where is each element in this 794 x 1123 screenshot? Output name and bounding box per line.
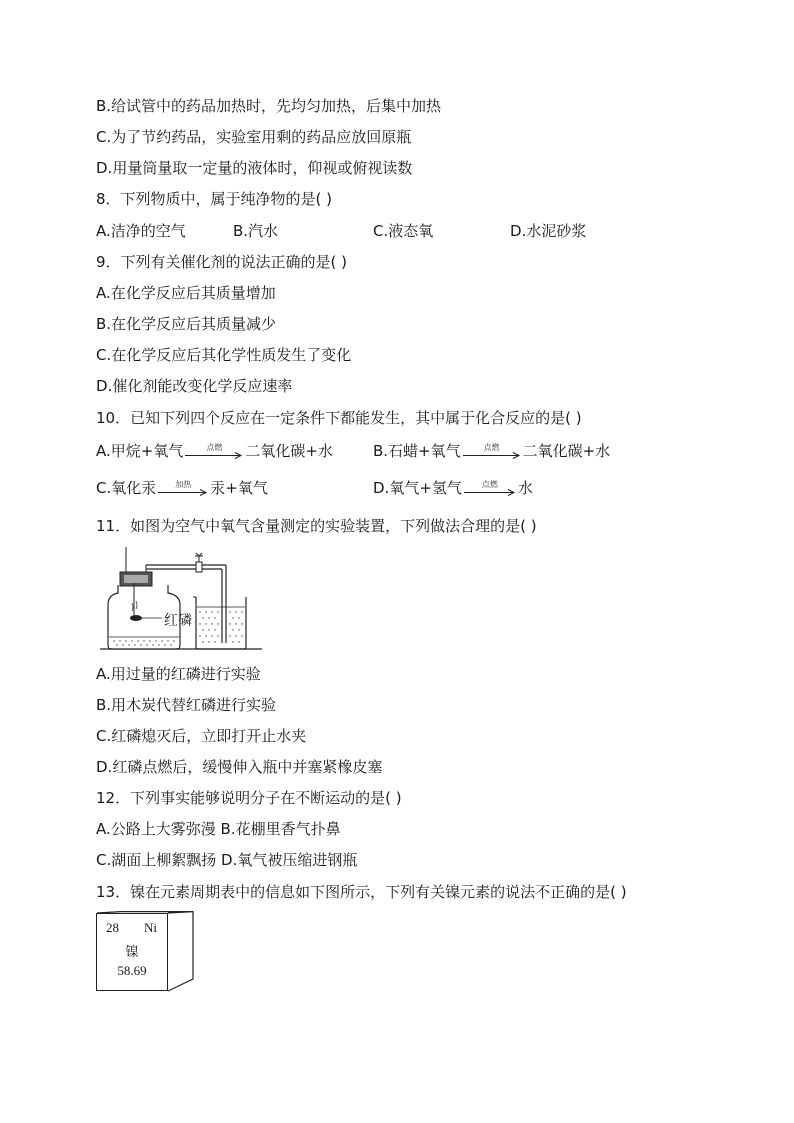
reaction-condition: 加热 xyxy=(175,479,192,489)
q11-option-d: D.红磷点燃后，缓慢伸入瓶中并塞紧橡皮塞 xyxy=(96,758,383,776)
atomic-mass: 58.69 xyxy=(117,963,147,978)
arrow-right-icon xyxy=(158,489,208,496)
q11-stem: 11．如图为空气中氧气含量测定的实验装置，下列做法合理的是( ) xyxy=(96,517,537,535)
q10-b-products: 二氧化碳+水 xyxy=(522,442,611,460)
atomic-number: 28 xyxy=(106,920,119,935)
arrow-right-icon xyxy=(463,452,521,459)
q11-option-b: B.用木炭代替红磷进行实验 xyxy=(96,696,277,714)
q12-stem: 12．下列事实能够说明分子在不断运动的是( ) xyxy=(96,789,402,807)
q8-option-c: C.液态氧 xyxy=(373,222,434,240)
q11-option-c: C.红磷熄灭后，立即打开止水夹 xyxy=(96,727,307,745)
q12-options-cd: C.湖面上柳絮飘扬 D.氧气被压缩进钢瓶 xyxy=(96,851,358,869)
q10-stem: 10．已知下列四个反应在一定条件下都能发生，其中属于化合反应的是( ) xyxy=(96,409,582,427)
figure-label-red-phosphorus: 红磷 xyxy=(164,613,192,629)
arrow-right-icon xyxy=(185,452,243,459)
q12-options-ab: A.公路上大雾弥漫 B.花棚里香气扑鼻 xyxy=(96,820,341,838)
q8-option-d: D.水泥砂浆 xyxy=(510,222,587,240)
q10-c-products: 汞+氧气 xyxy=(210,479,268,497)
q11-option-a: A.用过量的红磷进行实验 xyxy=(96,665,261,683)
q10-d-reactants: D.氧气+氢气 xyxy=(373,479,462,497)
q10-c-reactants: C.氧化汞 xyxy=(96,479,157,497)
q9-option-c: C.在化学反应后其化学性质发生了变化 xyxy=(96,346,352,364)
reaction-arrow xyxy=(463,444,521,459)
q13-stem: 13．镍在元素周期表中的信息如下图所示，下列有关镍元素的说法不正确的是( ) xyxy=(96,883,627,901)
element-card-nickel xyxy=(96,913,168,991)
reaction-condition: 点燃 xyxy=(483,442,500,452)
element-name: 镍 xyxy=(125,945,139,960)
reaction-condition: 点燃 xyxy=(206,442,223,452)
q10-option-a xyxy=(96,441,333,461)
reaction-arrow xyxy=(158,481,208,496)
q10-a-products: 二氧化碳+水 xyxy=(245,442,333,460)
q9-stem: 9．下列有关催化剂的说法正确的是( ) xyxy=(96,253,348,271)
q9-option-b: B.在化学反应后其质量减少 xyxy=(96,315,277,333)
reaction-arrow xyxy=(464,481,516,496)
q8-stem: 8．下列物质中，属于纯净物的是( ) xyxy=(96,190,333,208)
q7-option-d: D.用量筒量取一定量的液体时，仰视或俯视读数 xyxy=(96,159,413,177)
oxygen-measurement-apparatus xyxy=(96,545,266,655)
q10-option-b xyxy=(373,441,610,461)
q8-option-b: B.汽水 xyxy=(233,222,279,240)
q9-option-d: D.催化剂能改变化学反应速率 xyxy=(96,377,293,395)
q9-option-a: A.在化学反应后其质量增加 xyxy=(96,284,276,302)
q10-a-reactants: A.甲烷+氧气 xyxy=(96,442,184,460)
q10-option-d xyxy=(373,478,533,498)
reaction-arrow xyxy=(185,444,243,459)
arrow-right-icon xyxy=(464,489,516,496)
q10-b-reactants: B.石蜡+氧气 xyxy=(373,442,461,460)
reaction-condition: 点燃 xyxy=(481,479,498,489)
q7-option-b: B.给试管中的药品加热时，先均匀加热，后集中加热 xyxy=(96,97,442,115)
q7-option-c: C.为了节约药品，实验室用剩的药品应放回原瓶 xyxy=(96,128,412,146)
q10-d-products: 水 xyxy=(517,479,533,497)
element-symbol: Ni xyxy=(144,920,157,935)
q8-option-a: A.洁净的空气 xyxy=(96,222,186,240)
q10-option-c xyxy=(96,478,268,498)
